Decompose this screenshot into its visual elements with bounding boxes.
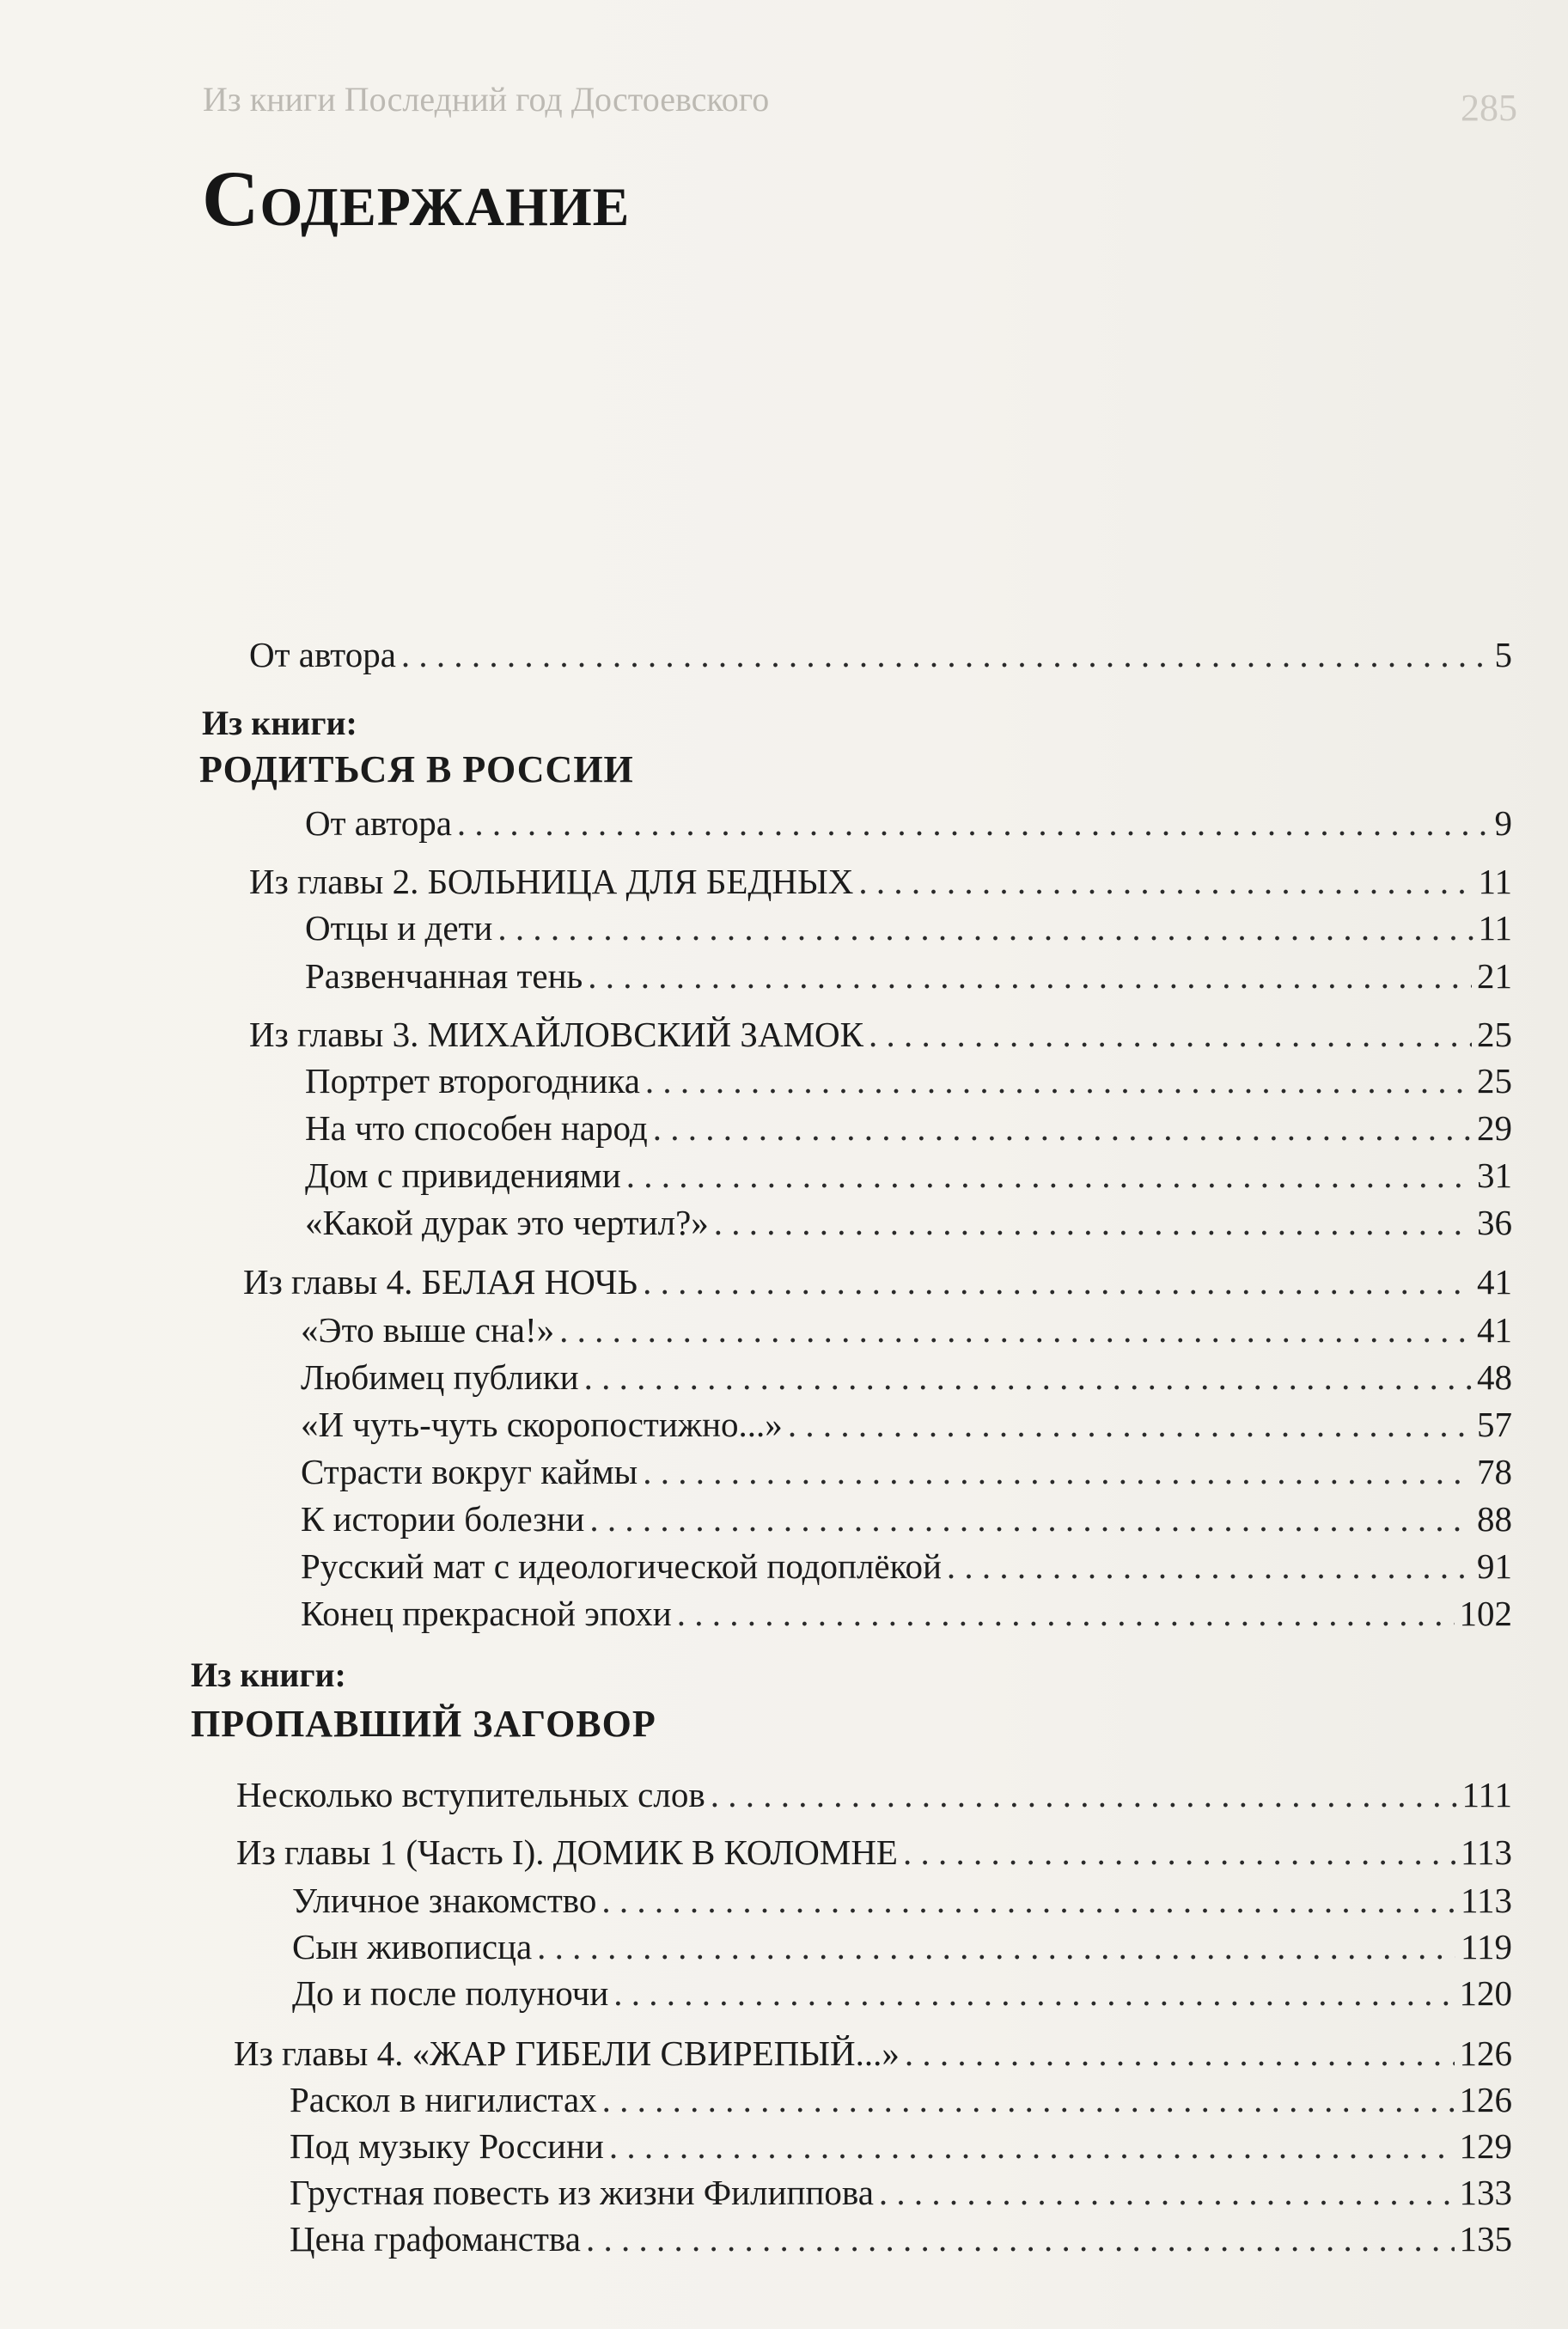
toc-entry-label: Из главы 2. БОЛЬНИЦА ДЛЯ БЕДНЫХ — [249, 862, 854, 901]
toc-entry-label: Русский мат с идеологической подоплёкой — [301, 1546, 942, 1586]
toc-entry-label: Страсти вокруг каймы — [301, 1452, 638, 1491]
toc-entry[interactable] — [290, 2077, 1512, 2122]
toc-entry-page: 133 — [1459, 2173, 1512, 2212]
running-head: Из книги Последний год Достоевского — [203, 80, 770, 119]
toc-entry-label: От автора — [305, 803, 452, 843]
toc-entry-label: К истории болезни — [301, 1499, 585, 1539]
toc-entry[interactable] — [305, 1106, 1512, 1150]
dot-leader — [905, 2031, 1455, 2076]
book-title: РОДИТЬСЯ В РОССИИ — [199, 748, 634, 790]
toc-entry-page: 91 — [1477, 1546, 1512, 1586]
dot-leader — [714, 1200, 1472, 1245]
toc-entry[interactable] — [301, 1355, 1512, 1399]
dot-leader — [457, 801, 1490, 845]
dot-leader — [869, 1012, 1472, 1057]
toc-entry-page: 36 — [1477, 1203, 1512, 1242]
toc-entry[interactable] — [292, 1878, 1512, 1923]
toc-entry-label: Из главы 1 (Часть I). ДОМИК В КОЛОМНЕ — [236, 1832, 898, 1872]
page-number: 285 — [1461, 87, 1517, 129]
toc-entry-page: 5 — [1494, 635, 1512, 674]
toc-entry[interactable] — [305, 905, 1512, 950]
toc-chapter[interactable] — [234, 2031, 1512, 2076]
dot-leader — [643, 1259, 1472, 1304]
toc-entry[interactable] — [290, 2216, 1512, 2261]
toc-entry-page: 11 — [1478, 908, 1512, 948]
dot-leader — [601, 1878, 1455, 1923]
dot-leader — [643, 1449, 1472, 1494]
page-title: Содержание — [202, 155, 631, 242]
toc-entry-page: 113 — [1461, 1832, 1512, 1872]
dot-leader — [947, 1544, 1472, 1588]
toc-entry-label: Раскол в нигилистах — [290, 2080, 597, 2119]
dot-leader — [559, 1308, 1472, 1352]
toc-entry-label: Портрет второгодника — [305, 1061, 640, 1100]
dot-leader — [613, 1971, 1454, 2015]
toc-entry[interactable] — [301, 1497, 1512, 1541]
dot-leader — [602, 2077, 1455, 2122]
dot-leader — [586, 2216, 1455, 2261]
toc-entry-page: 29 — [1477, 1108, 1512, 1148]
toc-entry-label: До и после полуночи — [292, 1973, 609, 2013]
toc-entry-label: Развенчанная тень — [305, 956, 583, 996]
toc-entry[interactable] — [249, 632, 1512, 677]
toc-entry-page: 129 — [1459, 2126, 1512, 2166]
toc-entry-label: Отцы и дети — [305, 908, 493, 948]
toc-entry-label: Из главы 4. «ЖАР ГИБЕЛИ СВИРЕПЫЙ...» — [234, 2033, 900, 2073]
toc-entry-label: От автора — [249, 635, 396, 674]
toc-entry[interactable] — [292, 1971, 1512, 2015]
book-kicker: Из книги: — [202, 704, 357, 742]
toc-entry-page: 25 — [1477, 1015, 1512, 1054]
dot-leader — [626, 1153, 1472, 1198]
toc-entry-page: 41 — [1477, 1310, 1512, 1350]
toc-entry-page: 21 — [1477, 956, 1512, 996]
dot-leader — [609, 2124, 1455, 2168]
toc-entry-label: Дом с привидениями — [305, 1155, 621, 1195]
toc-entry[interactable] — [301, 1591, 1512, 1636]
toc-chapter[interactable] — [243, 1259, 1512, 1304]
toc-entry[interactable] — [305, 1058, 1512, 1103]
toc-entry[interactable] — [301, 1402, 1512, 1447]
toc-entry-page: 57 — [1477, 1405, 1512, 1444]
toc-entry-page: 111 — [1461, 1775, 1512, 1814]
toc-entry-label: Сын живописца — [292, 1927, 533, 1966]
toc-entry-label: «Это выше сна!» — [301, 1310, 555, 1350]
toc-entry[interactable] — [301, 1308, 1512, 1352]
dot-leader — [858, 859, 1473, 904]
toc-entry[interactable] — [305, 1153, 1512, 1198]
toc-chapter[interactable] — [249, 859, 1512, 904]
dot-leader — [711, 1772, 1457, 1817]
dot-leader — [497, 905, 1473, 950]
toc-entry-label: Грустная повесть из жизни Филиппова — [290, 2173, 874, 2212]
toc-entry[interactable] — [290, 2170, 1512, 2215]
book-title: ПРОПАВШИЙ ЗАГОВОР — [191, 1703, 656, 1745]
toc-entry-label: Конец прекрасной эпохи — [301, 1594, 672, 1633]
dot-leader — [537, 1924, 1455, 1969]
dot-leader — [788, 1402, 1472, 1447]
dot-leader — [401, 632, 1490, 677]
toc-entry-page: 48 — [1477, 1357, 1512, 1397]
dot-leader — [653, 1106, 1472, 1150]
toc-entry[interactable] — [305, 954, 1512, 998]
toc-entry-page: 41 — [1477, 1262, 1512, 1302]
dot-leader — [645, 1058, 1472, 1103]
toc-entry-page: 126 — [1459, 2033, 1512, 2073]
toc-entry-page: 78 — [1477, 1452, 1512, 1491]
toc-entry-label: Из главы 3. МИХАЙЛОВСКИЙ ЗАМОК — [249, 1015, 863, 1054]
dot-leader — [879, 2170, 1455, 2215]
toc-entry-page: 120 — [1459, 1973, 1512, 2013]
dot-leader — [677, 1591, 1455, 1636]
toc-entry-page: 9 — [1494, 803, 1512, 843]
book-kicker: Из книги: — [191, 1655, 346, 1694]
toc-entry-page: 113 — [1461, 1881, 1512, 1920]
toc-entry-page: 135 — [1459, 2219, 1512, 2259]
toc-entry-page: 31 — [1477, 1155, 1512, 1195]
toc-entry[interactable] — [290, 2124, 1512, 2168]
dot-leader — [903, 1830, 1455, 1875]
toc-entry-label: Уличное знакомство — [292, 1881, 597, 1920]
toc-entry-page: 119 — [1461, 1927, 1512, 1966]
toc-entry-label: Любимец публики — [301, 1357, 579, 1397]
toc-entry-label: Цена графоманства — [290, 2219, 581, 2259]
toc-chapter[interactable] — [236, 1830, 1512, 1875]
toc-entry[interactable] — [236, 1772, 1512, 1817]
toc-entry-page: 88 — [1477, 1499, 1512, 1539]
toc-entry-page: 11 — [1478, 862, 1512, 901]
toc-entry-label: На что способен народ — [305, 1108, 648, 1148]
toc-entry-label: Несколько вступительных слов — [236, 1775, 705, 1814]
dot-leader — [584, 1355, 1472, 1399]
dot-leader — [588, 954, 1472, 998]
toc-entry-label: «И чуть-чуть скоропостижно...» — [301, 1405, 783, 1444]
toc-entry[interactable] — [305, 801, 1512, 845]
toc-entry-label: Под музыку Россини — [290, 2126, 604, 2166]
toc-entry-page: 102 — [1459, 1594, 1512, 1633]
toc-entry-label: «Какой дурак это чертил?» — [305, 1203, 709, 1242]
dot-leader — [589, 1497, 1472, 1541]
toc-chapter[interactable] — [249, 1012, 1512, 1057]
toc-entry[interactable] — [301, 1544, 1512, 1588]
toc-entry[interactable] — [305, 1200, 1512, 1245]
toc-entry-page: 126 — [1459, 2080, 1512, 2119]
toc-entry-label: Из главы 4. БЕЛАЯ НОЧЬ — [243, 1262, 638, 1302]
toc-entry[interactable] — [301, 1449, 1512, 1494]
toc-entry-page: 25 — [1477, 1061, 1512, 1100]
toc-entry[interactable] — [292, 1924, 1512, 1969]
